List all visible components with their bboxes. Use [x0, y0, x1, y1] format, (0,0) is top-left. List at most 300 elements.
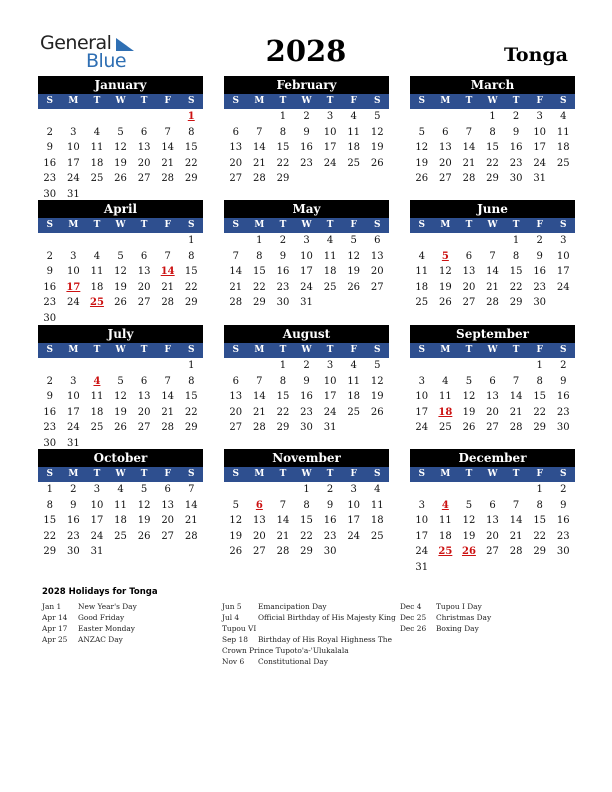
empty-cell	[295, 171, 319, 187]
day-cell: 18	[323, 266, 337, 277]
day-cell: 4	[350, 360, 357, 371]
day-cell: 30	[556, 546, 570, 557]
empty-cell	[551, 171, 575, 187]
day-cell: 12	[462, 391, 476, 402]
day-cell: 11	[323, 250, 337, 262]
day-cell: 14	[486, 266, 499, 277]
day-cell: 26	[370, 406, 384, 418]
day-cell: 28	[184, 530, 198, 542]
empty-cell	[38, 233, 62, 249]
weekday-label: T	[465, 345, 473, 355]
day-cell: 8	[536, 375, 543, 387]
holiday-entry	[42, 623, 220, 634]
holiday-date: Apr 25	[42, 635, 68, 644]
day-cell: 16	[556, 515, 570, 526]
weekday-label: F	[536, 345, 543, 355]
day-cell: 18	[90, 157, 104, 169]
day-cell: 19	[114, 281, 127, 293]
day-cell: 20	[137, 157, 151, 169]
day-cell: 5	[140, 484, 148, 495]
weekday-label: S	[418, 345, 426, 355]
day-cell: 6	[489, 499, 496, 511]
day-cell: 7	[512, 375, 520, 387]
holiday-date: Dec 4	[400, 602, 422, 611]
month-october	[38, 449, 203, 560]
holiday-day: 25	[89, 297, 104, 308]
day-cell: 3	[326, 360, 334, 371]
holiday-name: Boxing Day	[436, 624, 479, 633]
weekday-label: S	[374, 469, 381, 479]
day-cell: 28	[253, 173, 266, 184]
empty-cell	[132, 109, 156, 125]
day-cell: 12	[370, 126, 384, 138]
day-cell: 22	[486, 157, 499, 169]
month-name: August	[224, 325, 389, 343]
day-cell: 26	[229, 546, 243, 557]
week-row	[224, 125, 389, 141]
weekday-label: W	[301, 469, 312, 479]
day-cell: 5	[232, 499, 239, 511]
empty-cell	[481, 233, 505, 249]
holiday-day: 5	[441, 250, 449, 262]
empty-cell	[342, 295, 366, 311]
day-cell: 23	[67, 530, 80, 542]
day-cell: 19	[347, 266, 361, 277]
day-cell: 22	[184, 157, 198, 169]
day-cell: 8	[279, 375, 287, 387]
day-cell: 3	[70, 250, 77, 262]
holiday-entry	[42, 601, 220, 612]
day-cell: 30	[509, 173, 523, 184]
day-cell: 3	[418, 499, 425, 511]
day-cell: 7	[256, 126, 263, 138]
day-cell: 28	[486, 297, 499, 308]
day-cell: 2	[46, 250, 53, 262]
day-cell: 23	[43, 297, 57, 308]
holiday-date: Sep 18	[222, 635, 248, 644]
empty-cell	[551, 295, 575, 311]
day-cell: 27	[370, 281, 384, 293]
day-cell: 17	[67, 406, 80, 418]
day-cell: 19	[114, 406, 127, 418]
weekday-label: T	[279, 345, 287, 355]
day-cell: 4	[442, 375, 449, 387]
holiday-name: Birthday of His Royal Highness The	[258, 635, 392, 644]
day-cell: 12	[114, 266, 127, 277]
empty-cell	[318, 171, 342, 187]
weekday-label: S	[418, 96, 426, 106]
day-cell: 3	[70, 126, 77, 138]
day-cell: 13	[462, 266, 476, 277]
month-december	[410, 449, 575, 575]
day-cell: 10	[67, 266, 80, 277]
empty-cell	[365, 544, 389, 560]
day-cell: 29	[43, 546, 57, 557]
day-cell: 13	[370, 250, 384, 262]
day-cell: 20	[486, 406, 499, 418]
day-cell: 21	[509, 530, 523, 542]
empty-cell	[109, 358, 133, 374]
holiday-entry	[222, 634, 400, 645]
day-cell: 19	[370, 142, 384, 153]
empty-cell	[434, 560, 458, 576]
empty-cell	[342, 420, 366, 436]
day-cell: 28	[253, 422, 266, 433]
day-cell: 25	[90, 173, 104, 184]
day-cell: 9	[560, 499, 567, 511]
day-cell: 4	[418, 250, 425, 262]
day-cell: 22	[533, 406, 547, 418]
holiday-day: 1	[187, 111, 195, 122]
day-cell: 6	[164, 484, 171, 495]
day-cell: 27	[462, 297, 476, 308]
holiday-name: ANZAC Day	[78, 635, 123, 644]
day-cell: 26	[137, 530, 151, 542]
day-cell: 1	[188, 360, 195, 371]
day-cell: 19	[114, 157, 127, 169]
holiday-entry	[400, 623, 578, 634]
day-cell: 23	[533, 281, 547, 293]
day-cell: 23	[276, 281, 290, 293]
holiday-date: Dec 25	[400, 613, 427, 622]
weekday-label: S	[418, 220, 426, 230]
week-row	[38, 513, 203, 529]
day-cell: 21	[462, 157, 476, 169]
day-cell: 9	[326, 499, 334, 511]
day-cell: 24	[323, 157, 337, 169]
day-cell: 7	[164, 126, 171, 138]
day-cell: 24	[347, 530, 361, 542]
holiday-name: Constitutional Day	[258, 657, 328, 666]
day-cell: 6	[140, 375, 148, 387]
day-cell: 29	[184, 422, 198, 433]
day-cell: 8	[303, 499, 310, 511]
day-cell: 11	[90, 391, 104, 402]
day-cell: 6	[374, 235, 381, 246]
weekday-label: M	[68, 345, 79, 355]
weekday-label: S	[560, 220, 567, 230]
weekday-header	[38, 218, 203, 233]
weekday-header	[224, 94, 389, 109]
day-cell: 7	[489, 250, 496, 262]
weekday-header	[38, 94, 203, 109]
day-cell: 5	[117, 375, 124, 387]
month-name: June	[410, 200, 575, 218]
week-row	[410, 358, 575, 374]
weekday-label: F	[536, 220, 543, 230]
day-cell: 2	[512, 111, 520, 122]
week-row	[38, 295, 203, 311]
month-name: February	[224, 76, 389, 94]
weekday-label: T	[465, 220, 473, 230]
weekday-label: M	[254, 220, 265, 230]
day-cell: 12	[370, 375, 384, 387]
day-cell: 2	[560, 484, 567, 495]
empty-cell	[457, 233, 481, 249]
weekday-label: S	[232, 96, 240, 106]
day-cell: 10	[533, 126, 547, 138]
empty-cell	[481, 482, 505, 498]
week-row	[224, 249, 389, 265]
day-cell: 7	[279, 499, 287, 511]
day-cell: 17	[323, 142, 337, 153]
weekday-label: S	[46, 345, 54, 355]
weekday-label: T	[93, 96, 101, 106]
week-row	[38, 156, 203, 172]
empty-cell	[342, 544, 366, 560]
day-cell: 22	[533, 530, 547, 542]
day-cell: 3	[303, 235, 310, 246]
weekday-label: W	[301, 96, 312, 106]
day-cell: 4	[117, 484, 124, 495]
week-row	[224, 544, 389, 560]
week-row	[224, 405, 389, 421]
holiday-day: 6	[255, 499, 263, 511]
day-cell: 22	[276, 406, 290, 418]
week-row	[224, 140, 389, 156]
month-january	[38, 76, 203, 202]
empty-cell	[132, 544, 156, 560]
week-row	[224, 280, 389, 296]
week-row	[38, 140, 203, 156]
holiday-name: Emancipation Day	[258, 602, 327, 611]
day-cell: 11	[439, 391, 452, 402]
day-cell: 6	[232, 375, 239, 387]
week-row	[38, 109, 203, 125]
day-cell: 28	[462, 173, 476, 184]
week-row	[224, 264, 389, 280]
empty-cell	[410, 109, 434, 125]
empty-cell	[410, 482, 434, 498]
day-cell: 25	[556, 157, 570, 169]
day-cell: 20	[229, 157, 243, 169]
weekday-label: W	[115, 96, 126, 106]
weekday-label: T	[140, 220, 148, 230]
weekday-label: M	[254, 345, 265, 355]
day-cell: 19	[462, 406, 476, 418]
day-cell: 24	[415, 422, 429, 433]
weekday-label: T	[140, 469, 148, 479]
day-cell: 1	[279, 111, 287, 122]
month-name: May	[224, 200, 389, 218]
weekday-header	[38, 343, 203, 358]
day-cell: 28	[161, 173, 175, 184]
day-cell: 25	[370, 530, 384, 542]
holiday-name: Christmas Day	[436, 613, 492, 622]
day-cell: 5	[418, 126, 425, 138]
day-cell: 20	[137, 406, 151, 418]
day-cell: 17	[415, 530, 429, 542]
day-cell: 29	[253, 297, 266, 308]
day-cell: 21	[161, 281, 175, 293]
day-cell: 1	[512, 235, 520, 246]
day-cell: 26	[114, 422, 127, 433]
holiday-day: 25	[438, 546, 453, 557]
day-cell: 31	[67, 188, 80, 200]
day-cell: 8	[188, 375, 195, 387]
weekday-label: S	[188, 469, 195, 479]
empty-cell	[85, 233, 109, 249]
day-cell: 30	[43, 437, 57, 449]
weekday-label: S	[232, 469, 240, 479]
empty-cell	[457, 109, 481, 125]
day-cell: 1	[256, 235, 263, 246]
empty-cell	[38, 109, 62, 125]
day-cell: 15	[276, 391, 290, 402]
weekday-label: S	[46, 469, 54, 479]
day-cell: 1	[46, 484, 53, 495]
week-row	[224, 156, 389, 172]
day-cell: 15	[533, 391, 547, 402]
empty-cell	[156, 358, 180, 374]
day-cell: 27	[161, 530, 175, 542]
day-cell: 26	[462, 422, 476, 433]
week-row	[410, 264, 575, 280]
day-cell: 7	[512, 499, 520, 511]
day-cell: 29	[533, 422, 547, 433]
day-cell: 31	[323, 422, 337, 433]
day-cell: 13	[486, 515, 499, 526]
week-row	[38, 482, 203, 498]
weekday-label: F	[536, 469, 543, 479]
day-cell: 28	[276, 546, 290, 557]
weekday-label: M	[254, 469, 265, 479]
day-cell: 29	[276, 173, 290, 184]
day-cell: 1	[303, 484, 310, 495]
day-cell: 1	[188, 235, 195, 246]
empty-cell	[109, 109, 133, 125]
empty-cell	[38, 358, 62, 374]
week-row	[38, 420, 203, 436]
day-cell: 27	[137, 422, 151, 433]
day-cell: 20	[370, 266, 384, 277]
holiday-day: 18	[438, 406, 453, 418]
week-row	[38, 233, 203, 249]
day-cell: 9	[303, 126, 310, 138]
weekday-label: W	[115, 469, 126, 479]
day-cell: 28	[509, 422, 523, 433]
day-cell: 21	[184, 515, 198, 526]
day-cell: 17	[556, 266, 570, 277]
week-row	[224, 498, 389, 514]
weekday-label: S	[232, 220, 240, 230]
day-cell: 24	[323, 406, 337, 418]
day-cell: 17	[90, 515, 104, 526]
week-row	[224, 358, 389, 374]
weekday-label: M	[440, 469, 451, 479]
day-cell: 21	[253, 157, 266, 169]
holiday-entry	[222, 656, 400, 667]
holiday-day: 4	[93, 375, 101, 387]
day-cell: 21	[276, 530, 290, 542]
holiday-day: 14	[160, 266, 175, 277]
holiday-name: Easter Monday	[78, 624, 135, 633]
day-cell: 24	[67, 422, 80, 433]
empty-cell	[132, 233, 156, 249]
day-cell: 11	[556, 126, 570, 138]
day-cell: 10	[415, 515, 429, 526]
weekday-label: W	[301, 345, 312, 355]
day-cell: 11	[370, 499, 384, 511]
day-cell: 4	[326, 235, 334, 246]
weekday-label: S	[188, 96, 195, 106]
day-cell: 22	[43, 530, 57, 542]
holiday-name: Official Birthday of His Majesty King	[258, 613, 396, 622]
weekday-label: S	[46, 96, 54, 106]
month-november	[224, 449, 389, 560]
empty-cell	[85, 109, 109, 125]
weekday-label: S	[188, 345, 195, 355]
holiday-day: 4	[441, 499, 449, 511]
day-cell: 17	[300, 266, 313, 277]
day-cell: 16	[43, 281, 57, 293]
empty-cell	[62, 109, 86, 125]
day-cell: 20	[161, 515, 175, 526]
holiday-date: Dec 26	[400, 624, 427, 633]
day-cell: 26	[370, 157, 384, 169]
day-cell: 15	[184, 142, 198, 153]
day-cell: 13	[229, 142, 243, 153]
day-cell: 29	[276, 422, 290, 433]
day-cell: 13	[486, 391, 499, 402]
day-cell: 16	[509, 142, 523, 153]
day-cell: 19	[229, 530, 243, 542]
day-cell: 5	[465, 375, 473, 387]
day-cell: 18	[90, 281, 104, 293]
empty-cell	[248, 109, 272, 125]
day-cell: 26	[415, 173, 429, 184]
empty-cell	[156, 109, 180, 125]
day-cell: 27	[253, 546, 266, 557]
holidays-title: 2028 Holidays for Tonga	[42, 587, 158, 597]
day-cell: 14	[253, 142, 266, 153]
day-cell: 16	[67, 515, 80, 526]
day-cell: 9	[46, 266, 53, 277]
day-cell: 16	[300, 142, 313, 153]
day-cell: 29	[509, 297, 523, 308]
month-name: December	[410, 449, 575, 467]
day-cell: 2	[303, 360, 310, 371]
day-cell: 27	[486, 546, 499, 557]
day-cell: 16	[300, 391, 313, 402]
day-cell: 12	[462, 515, 476, 526]
day-cell: 17	[67, 157, 80, 169]
week-row	[410, 156, 575, 172]
day-cell: 13	[137, 391, 151, 402]
day-cell: 17	[323, 391, 337, 402]
day-cell: 20	[137, 281, 151, 293]
week-row	[224, 233, 389, 249]
weekday-label: S	[374, 96, 381, 106]
empty-cell	[410, 358, 434, 374]
week-row	[38, 389, 203, 405]
day-cell: 17	[533, 142, 547, 153]
weekday-label: F	[350, 345, 357, 355]
week-row	[38, 171, 203, 187]
weekday-label: F	[350, 469, 357, 479]
day-cell: 9	[536, 250, 543, 262]
day-cell: 14	[229, 266, 243, 277]
day-cell: 13	[137, 142, 151, 153]
weekday-label: T	[93, 345, 101, 355]
weekday-label: F	[164, 220, 171, 230]
day-cell: 21	[161, 157, 175, 169]
week-row	[38, 280, 203, 296]
day-cell: 28	[161, 422, 175, 433]
day-cell: 23	[556, 530, 570, 542]
week-row	[410, 109, 575, 125]
month-august	[224, 325, 389, 436]
